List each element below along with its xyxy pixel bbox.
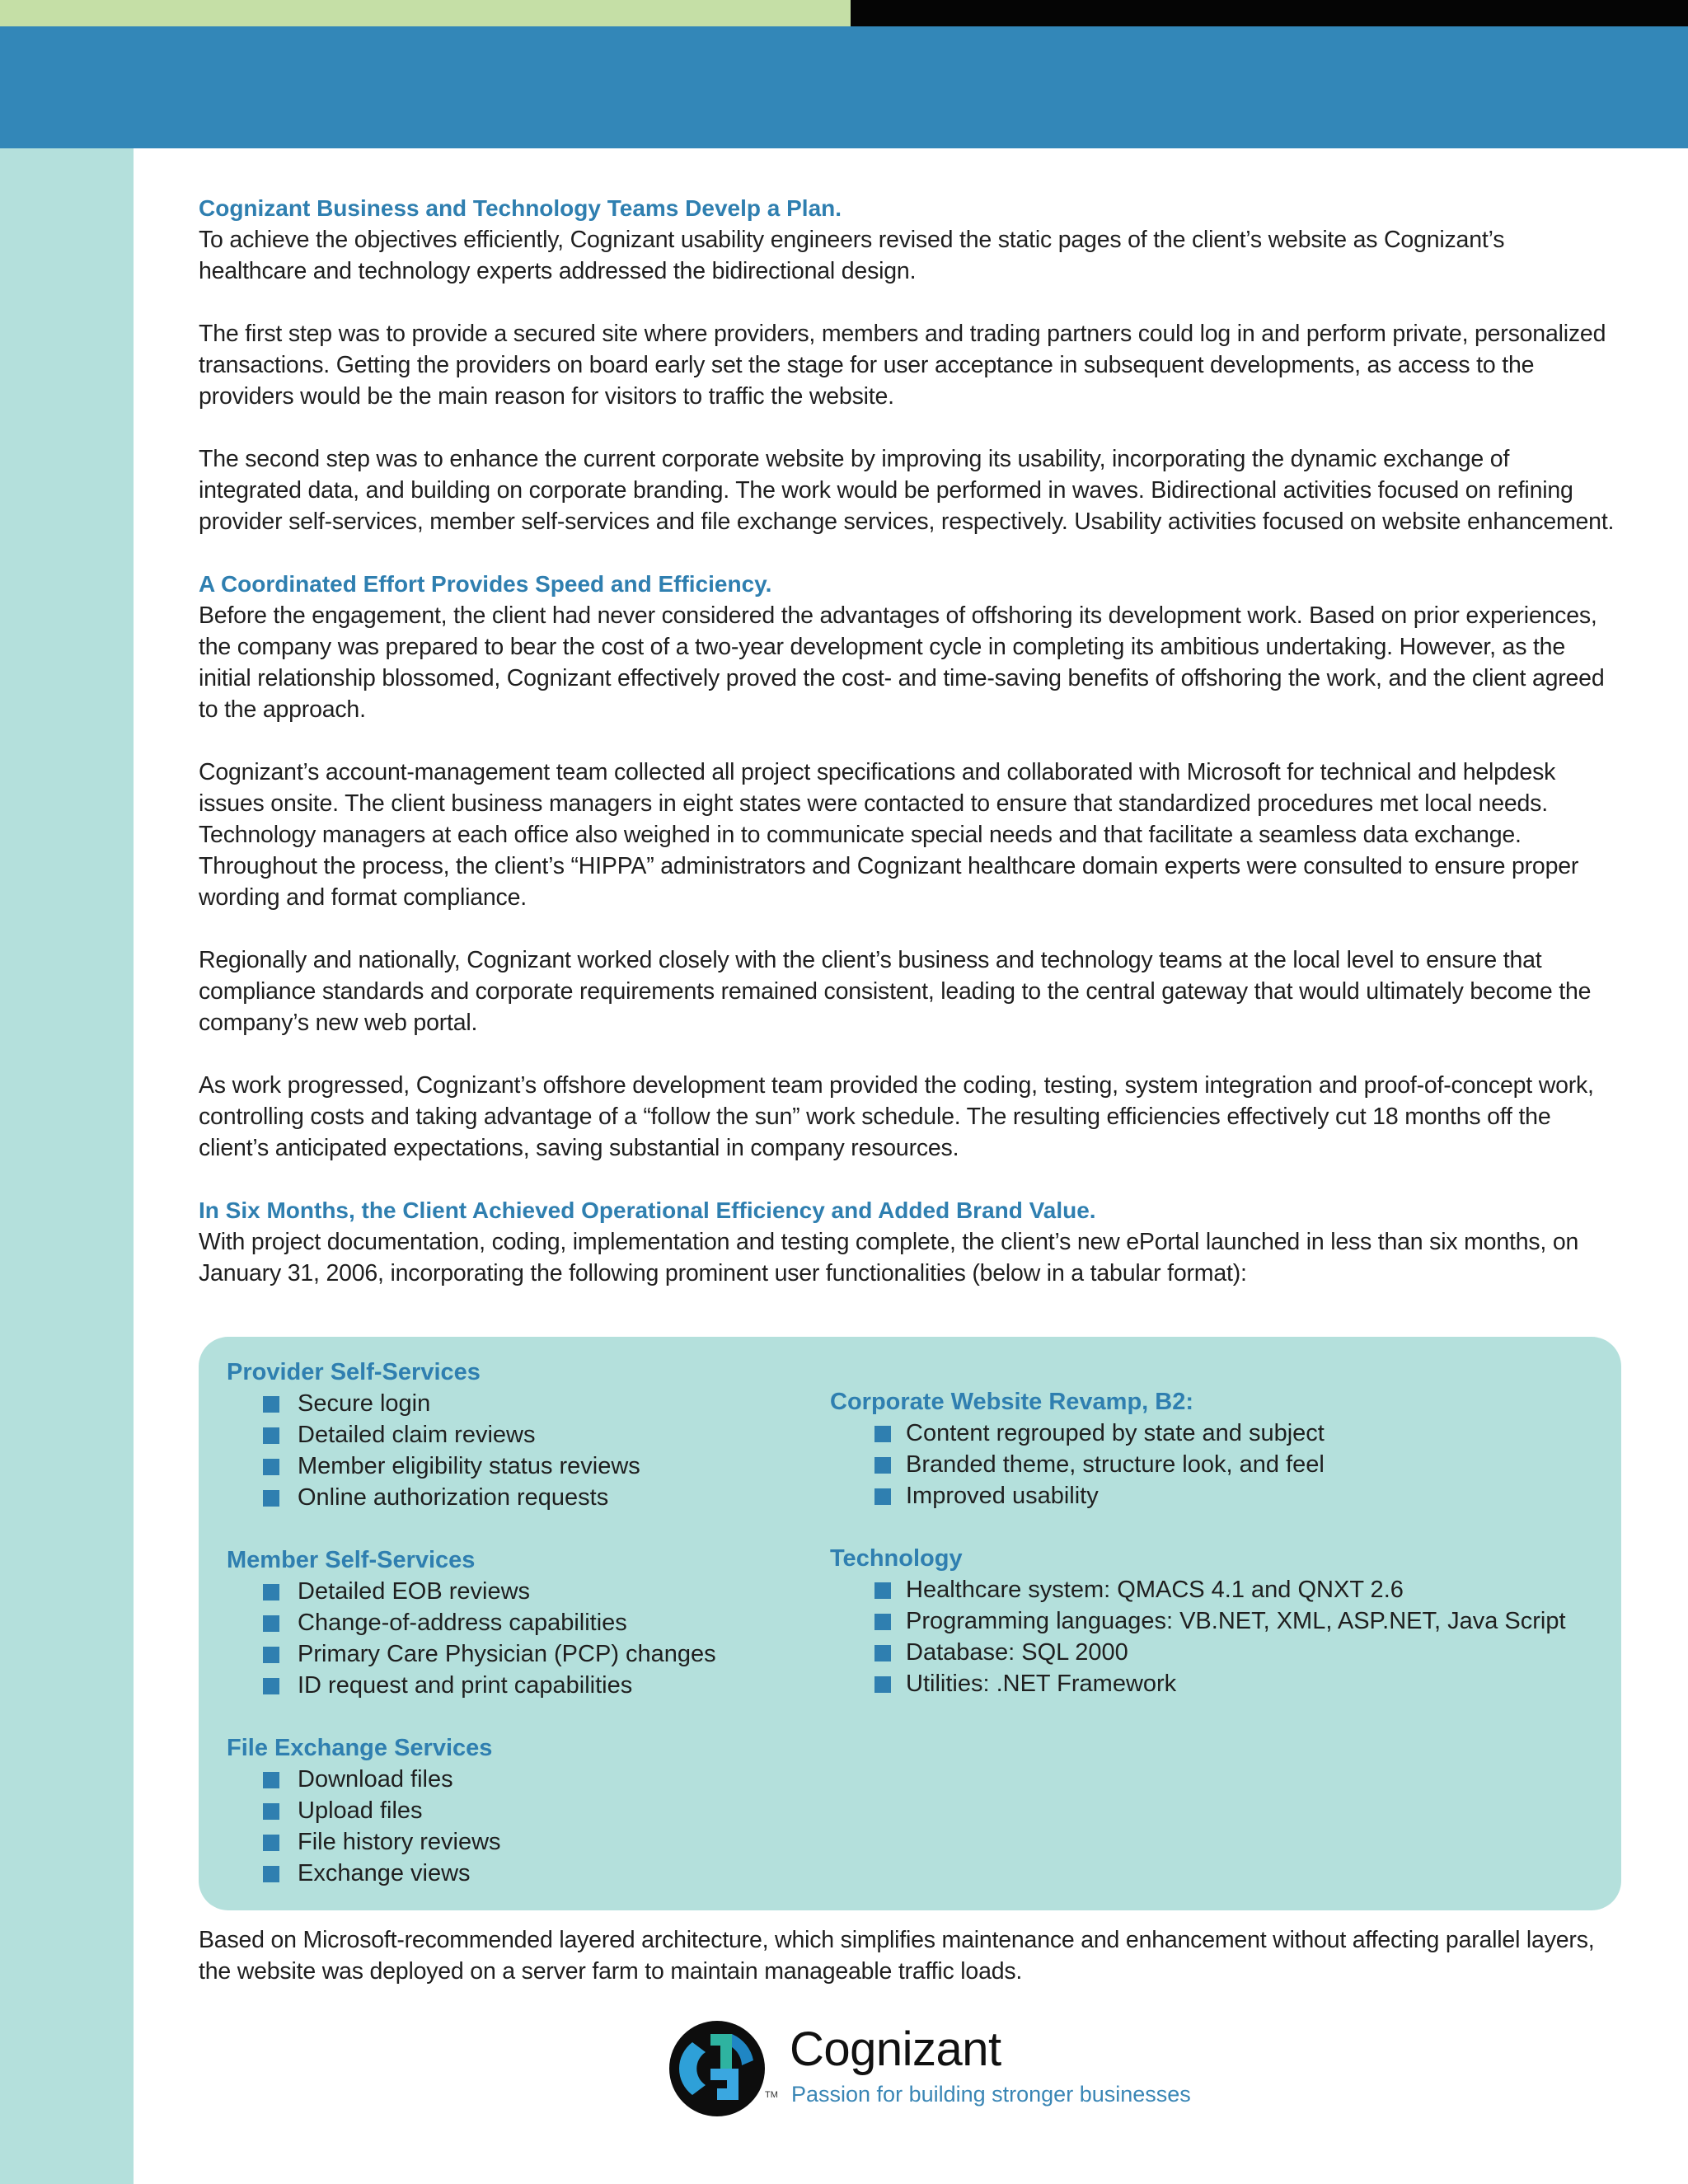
paragraph: The second step was to enhance the current corporate website by improving its usability, incorporating the dynamic exchange of integrated data, and building on corporate branding. The work would be performed in waves. Bidirectional activities focused on refining provider self-services, member self-services and file exchange services, respectively. Usability activities focused on website enhancement. — [199, 446, 1615, 535]
list-item: Programming languages: VB.NET, XML, ASP.NET, Java Script — [830, 1605, 1605, 1637]
header-blue-banner — [0, 26, 1688, 148]
square-bullet-icon — [874, 1614, 891, 1630]
list-item: ID request and print capabilities — [227, 1670, 804, 1701]
list-item: Detailed EOB reviews — [227, 1576, 804, 1607]
list-item: Content regrouped by state and subject — [830, 1418, 1605, 1449]
feature-group-title: Member Self-Services — [227, 1547, 476, 1573]
section-plan — [199, 193, 1616, 537]
features-left-column — [227, 1357, 804, 1920]
paragraph: Before the engagement, the client had never considered the advantages of offshoring its development work. Based on prior experiences, the company was prepared to bear the cost of a two-year development cycle in completing its ambitious undertaking. However, as the initial relationship blossomed, Cognizant effectively proved the cost- and time-saving benefits of offshoring the work, and the client agreed to the approach. — [199, 602, 1605, 723]
feature-group-title: File Exchange Services — [227, 1735, 493, 1761]
list-item: Upload files — [227, 1795, 804, 1826]
square-bullet-icon — [263, 1803, 279, 1820]
list-item: Branded theme, structure look, and feel — [830, 1449, 1605, 1480]
trademark-mark: TM — [765, 2090, 778, 2100]
feature-group-provider — [227, 1357, 804, 1513]
square-bullet-icon — [874, 1676, 891, 1693]
list-item: Online authorization requests — [227, 1482, 804, 1513]
section-heading: Cognizant Business and Technology Teams Develp a Plan. — [199, 195, 842, 221]
brand-name: Cognizant — [790, 2022, 1001, 2076]
list-item: Member eligibility status reviews — [227, 1451, 804, 1482]
square-bullet-icon — [874, 1582, 891, 1599]
header-black-band — [851, 0, 1688, 26]
section-heading: A Coordinated Effort Provides Speed and Efficiency. — [199, 571, 772, 597]
feature-group-title: Corporate Website Revamp, B2: — [830, 1389, 1194, 1415]
square-bullet-icon — [263, 1835, 279, 1851]
square-bullet-icon — [263, 1490, 279, 1507]
square-bullet-icon — [263, 1866, 279, 1882]
list-item: File history reviews — [227, 1826, 804, 1858]
section-heading: In Six Months, the Client Achieved Operational Efficiency and Added Brand Value. — [199, 1197, 1096, 1223]
brand-tagline: Passion for building stronger businesses — [791, 2082, 1191, 2107]
list-item: Change-of-address capabilities — [227, 1607, 804, 1638]
square-bullet-icon — [263, 1678, 279, 1694]
list-item: Secure login — [227, 1388, 804, 1419]
feature-group-website-revamp — [830, 1386, 1605, 1511]
square-bullet-icon — [263, 1427, 279, 1444]
cognizant-logo — [668, 2016, 1245, 2123]
square-bullet-icon — [263, 1584, 279, 1601]
list-item: Download files — [227, 1764, 804, 1795]
features-panel — [199, 1337, 1621, 1910]
square-bullet-icon — [263, 1396, 279, 1413]
feature-group-technology — [830, 1543, 1605, 1699]
list-item: Exchange views — [227, 1858, 804, 1889]
list-item: Primary Care Physician (PCP) changes — [227, 1638, 804, 1670]
section-results — [199, 1195, 1616, 1289]
features-right-column — [830, 1386, 1605, 1731]
feature-group-title: Technology — [830, 1545, 963, 1572]
paragraph: Cognizant’s account-management team collected all project specifications and collaborated with Microsoft for technical and helpdesk issues onsite. The client business managers in eight states were contacted to ensure that standardized procedures met local needs. Technology managers at each office also weighed in to communicate special needs and that facilitate a seamless data exchange. Throughout the process, the client’s “HIPPA” administrators and Cognizant healthcare domain experts were consulted to ensure proper wording and format compliance. — [199, 759, 1579, 911]
closing-paragraph: Based on Microsoft-recommended layered architecture, which simplifies maintenance and enhancement without affecting parallel layers, the website was deployed on a server farm to maintain manageable traffic loads. — [199, 1927, 1595, 1985]
square-bullet-icon — [263, 1772, 279, 1788]
feature-group-member — [227, 1544, 804, 1701]
paragraph: As work progressed, Cognizant’s offshore development team provided the coding, testing, system integration and proof-of-concept work, controlling costs and taking advantage of a “follow the sun” work schedule. The resulting efficiencies effectively cut 18 months off the client’s anticipated expectations, saving substantial in company resources. — [199, 1072, 1594, 1161]
list-item: Detailed claim reviews — [227, 1419, 804, 1451]
square-bullet-icon — [874, 1645, 891, 1661]
paragraph: The first step was to provide a secured site where providers, members and trading partners could log in and perform private, personalized transactions. Getting the providers on board early set the stage for user acceptance in subsequent developments, as access to the providers would be the main reason for visitors to traffic the website. — [199, 321, 1606, 410]
cognizant-logo-icon — [668, 2019, 773, 2118]
square-bullet-icon — [874, 1488, 891, 1505]
square-bullet-icon — [263, 1647, 279, 1663]
section-coordinated-effort — [199, 569, 1616, 1164]
list-item: Healthcare system: QMACS 4.1 and QNXT 2.6 — [830, 1574, 1605, 1605]
list-item: Improved usability — [830, 1480, 1605, 1511]
square-bullet-icon — [874, 1457, 891, 1474]
square-bullet-icon — [263, 1615, 279, 1632]
header-green-band — [0, 0, 851, 26]
paragraph: To achieve the objectives efficiently, Cognizant usability engineers revised the static pages of the client’s website as Cognizant’s healthcare and technology experts addressed the bidirectional design. — [199, 227, 1505, 284]
left-teal-rail — [0, 148, 134, 2184]
article-body — [199, 193, 1616, 1289]
list-item: Database: SQL 2000 — [830, 1637, 1605, 1668]
square-bullet-icon — [263, 1459, 279, 1475]
feature-group-file-exchange — [227, 1732, 804, 1889]
paragraph: With project documentation, coding, implementation and testing complete, the client’s new ePortal launched in less than six months, on January 31, 2006, incorporating the following prominent user functionalities (below in a tabular format): — [199, 1229, 1579, 1286]
list-item: Utilities: .NET Framework — [830, 1668, 1605, 1699]
feature-group-title: Provider Self-Services — [227, 1359, 481, 1385]
square-bullet-icon — [874, 1426, 891, 1442]
paragraph: Regionally and nationally, Cognizant worked closely with the client’s business and technology teams at the local level to ensure that compliance standards and corporate requirements remained consistent, leading to the central gateway that would ultimately become the company’s new web portal. — [199, 947, 1592, 1036]
